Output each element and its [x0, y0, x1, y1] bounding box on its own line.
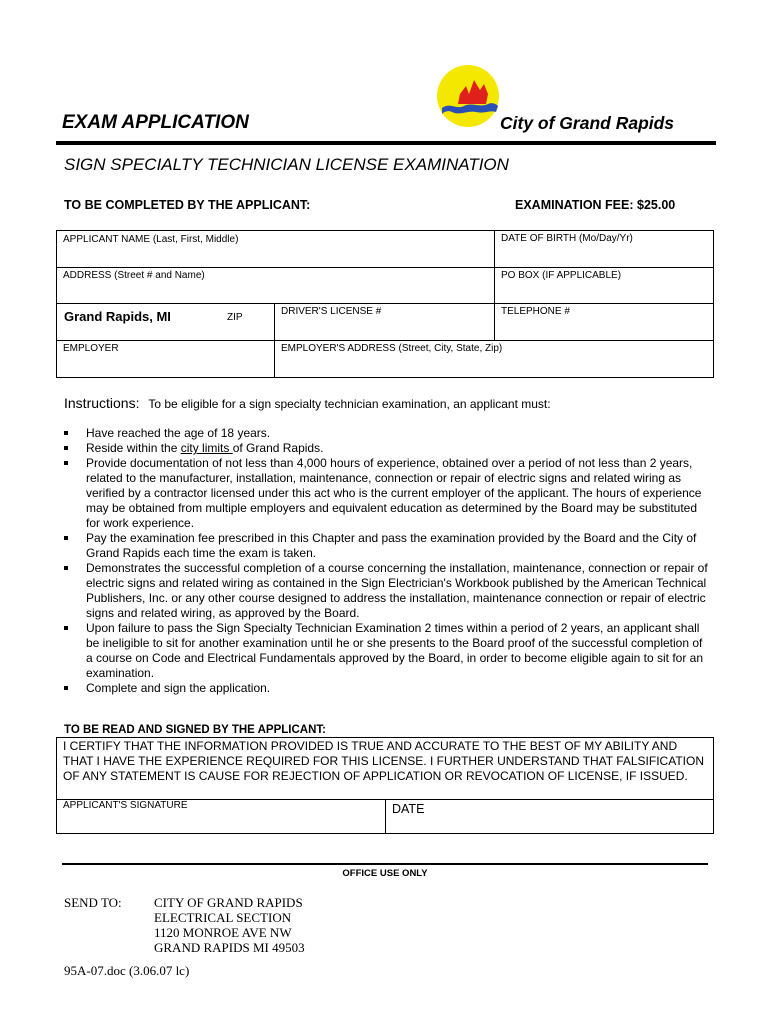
- drivers-license-field[interactable]: [275, 304, 495, 341]
- examination-fee: EXAMINATION FEE: $25.00: [515, 198, 676, 212]
- applicant-name-label: APPLICANT NAME (Last, First, Middle): [63, 234, 239, 245]
- instructions-intro: [64, 395, 551, 413]
- po-box-field[interactable]: [495, 268, 713, 304]
- telephone-field[interactable]: [495, 304, 713, 341]
- city-state-text: Grand Rapids, MI: [64, 309, 171, 324]
- signature-divider: [385, 800, 386, 834]
- list-item: Complete and sign the application.: [60, 681, 710, 696]
- eligibility-list: [60, 426, 710, 696]
- list-item: Pay the examination fee prescribed in this Chapter and pass the examination provided by the Board and the City of Grand Rapids each time the exam is taken.: [60, 531, 710, 561]
- list-item: Reside within the city limits of Grand Rapids.: [60, 441, 710, 456]
- bullet-icon: [64, 446, 68, 450]
- address-line: ELECTRICAL SECTION: [154, 910, 292, 925]
- date-field-label[interactable]: DATE: [392, 802, 425, 816]
- address-line: GRAND RAPIDS MI 49503: [154, 940, 305, 955]
- zip-label: ZIP: [227, 312, 243, 323]
- telephone-label: TELEPHONE #: [501, 306, 570, 317]
- bullet-icon: [64, 566, 68, 570]
- list-item: Upon failure to pass the Sign Specialty Technician Examination 2 times within a period of 2 years, an applicant shall be ineligible to sit for another examination until he or she presents to the Board proof of the successful completion of a course on Code and Electrical Fundamentals approved by the Board, in order to become eligible again to sit for an examination.: [60, 621, 710, 681]
- city-logo-icon: [436, 64, 500, 128]
- office-use-label: OFFICE USE ONLY: [342, 868, 428, 879]
- certification-heading: TO BE READ AND SIGNED BY THE APPLICANT:: [64, 724, 326, 736]
- mailing-address: [154, 895, 305, 955]
- header-divider: [56, 141, 716, 145]
- date-of-birth-label: DATE OF BIRTH (Mo/Day/Yr): [501, 233, 633, 244]
- address-line: 1120 MONROE AVE NW: [154, 925, 292, 940]
- bullet-icon: [64, 686, 68, 690]
- list-item: Have reached the age of 18 years.: [60, 426, 710, 441]
- bullet-icon: [64, 536, 68, 540]
- address-line: CITY OF GRAND RAPIDS: [154, 895, 303, 910]
- city-zip-field[interactable]: [57, 304, 275, 341]
- list-item: Demonstrates the successful completion of a course concerning the installation, maintenance, connection or repair of electric signs and related wiring as contained in the Sign Electrician's Workbook published by the American Technical Publishers, Inc. or any other course designed to address the installation, maintenance connection or repair of electric signs and related wiring, as approved by the Board.: [60, 561, 710, 621]
- send-to-label: SEND TO:: [64, 895, 122, 910]
- po-box-label: PO BOX (IF APPLICABLE): [501, 270, 622, 281]
- bullet-icon: [64, 431, 68, 435]
- employer-label: EMPLOYER: [63, 343, 119, 354]
- bullet-icon: [64, 461, 68, 465]
- city-limits-link[interactable]: city limits: [180, 441, 233, 455]
- employer-address-label: EMPLOYER'S ADDRESS (Street, City, State, Zip): [281, 343, 503, 354]
- document-reference: 95A-07.doc (3.06.07 lc): [64, 963, 190, 978]
- employer-address-field[interactable]: [275, 341, 713, 377]
- address-label: ADDRESS (Street # and Name): [63, 270, 205, 281]
- document-title: EXAM APPLICATION: [62, 112, 249, 133]
- office-use-divider: [62, 863, 708, 865]
- certification-box: [56, 737, 714, 834]
- certification-statement: I CERTIFY THAT THE INFORMATION PROVIDED IS TRUE AND ACCURATE TO THE BEST OF MY ABILITY AND THAT I HAVE THE EXPERIENCE REQUIRED FOR THIS LICENSE. I FURTHER UNDERSTAND THAT FALSIFICATION OF ANY STATEMENT IS CAUSE FOR REJECTION OF APPLICATION OR REVOCATION OF LICENSE, IF ISSUED.: [63, 739, 704, 783]
- list-item: Provide documentation of not less than 4,000 hours of experience, obtained over a period of not less than 2 years, related to the manufacturer, installation, maintenance, connection or repair of electric signs and related wiring as verified by a contractor licensed under this act who is the current employer of the applicant. The hours of experience may be obtained from multiple employers and equivalent education as determined by the Board may be substituted for work experience.: [60, 456, 710, 531]
- drivers-license-label: DRIVER'S LICENSE #: [281, 306, 382, 317]
- instructions-text: To be eligible for a sign specialty technician examination, an applicant must:: [148, 397, 551, 411]
- applicant-info-form: [56, 230, 714, 378]
- date-of-birth-field[interactable]: [495, 231, 713, 268]
- exam-subtitle: SIGN SPECIALTY TECHNICIAN LICENSE EXAMINATION: [64, 155, 509, 174]
- instructions-heading: Instructions:: [64, 395, 140, 411]
- city-name: City of Grand Rapids: [500, 113, 675, 133]
- bullet-icon: [64, 626, 68, 630]
- address-field[interactable]: [57, 268, 495, 304]
- signature-field-label[interactable]: APPLICANT'S SIGNATURE: [63, 800, 188, 811]
- applicant-section-heading: TO BE COMPLETED BY THE APPLICANT:: [64, 198, 311, 212]
- employer-field[interactable]: [57, 341, 275, 377]
- applicant-name-field[interactable]: [57, 231, 495, 268]
- signature-row: [57, 799, 713, 834]
